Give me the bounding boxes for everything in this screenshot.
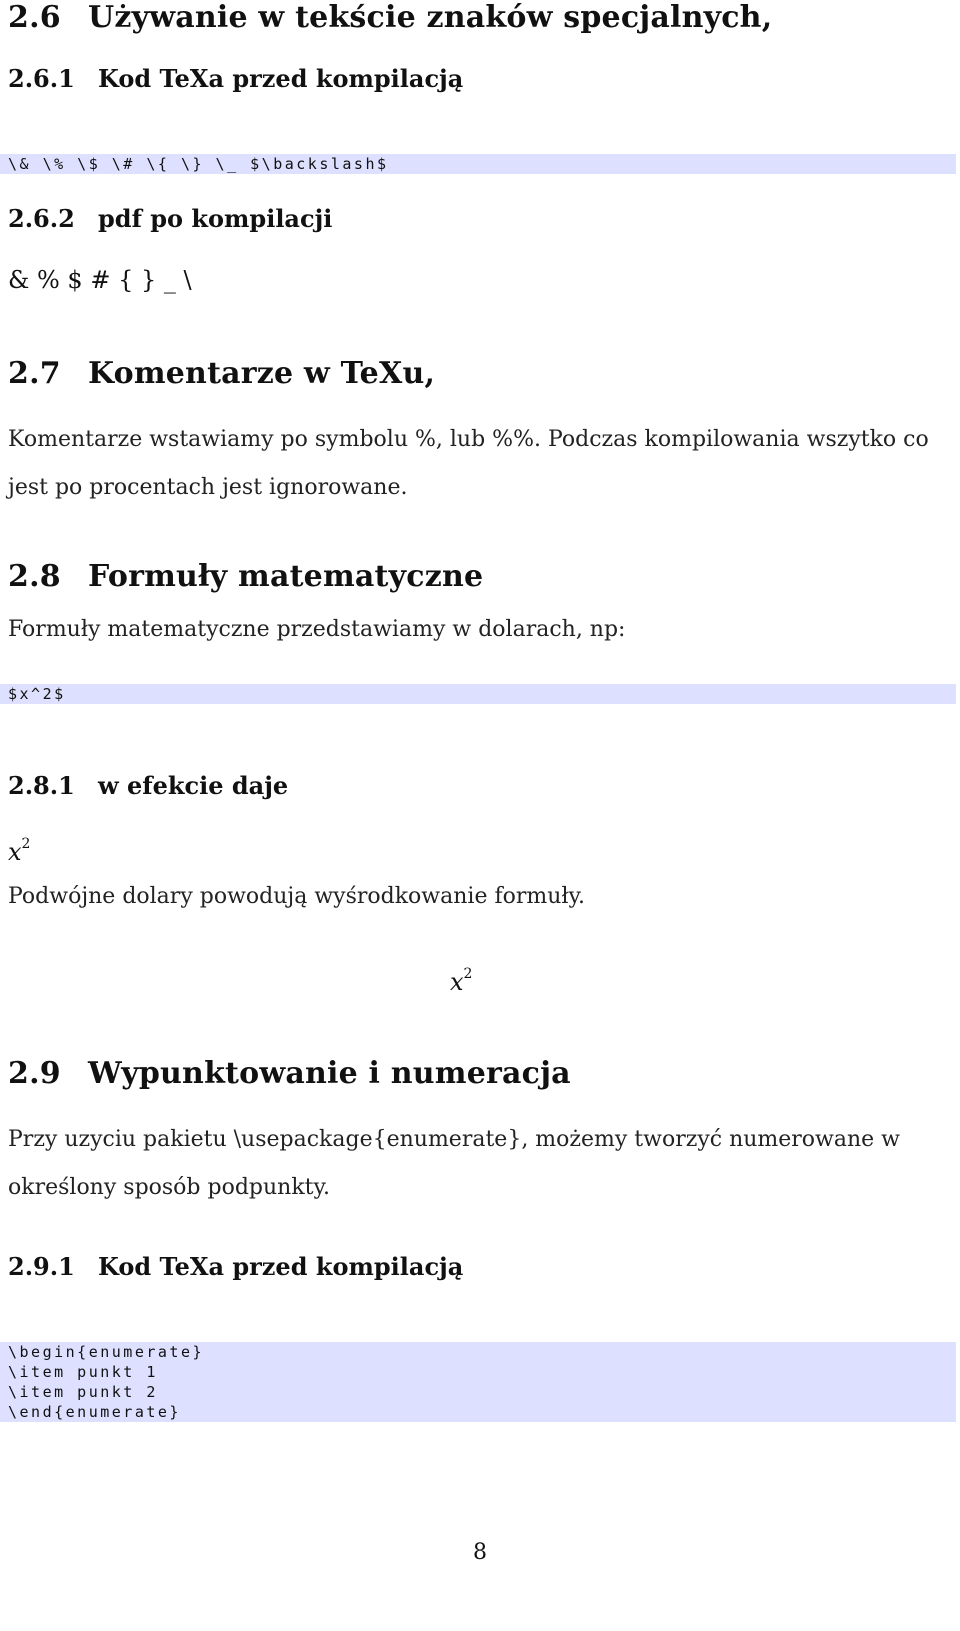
section-heading-2-9 [8,1056,571,1091]
subsection-title: Kod TeXa przed kompilacją [98,1252,464,1281]
section-heading-2-6 [8,0,772,35]
section-title: Wypunktowanie i numeracja [88,1056,571,1091]
math-exponent: 2 [21,836,31,852]
section-title: Używanie w tekście znaków specjalnych, [88,0,773,35]
subsection-title: w efekcie daje [98,771,289,800]
subsection-number: 2.6.2 [8,204,75,233]
display-math-result [450,966,472,996]
section-number: 2.7 [8,356,61,391]
section-title: Komentarze w TeXu, [88,356,436,391]
display-math-paragraph: Podwójne dolary powodują wyśrodkowanie formuły. [8,884,586,909]
math-base: x [450,968,464,996]
section-number: 2.8 [8,559,61,594]
section-number: 2.6 [8,0,61,35]
code-line: \item punkt 2 [8,1383,158,1401]
section-number: 2.9 [8,1056,61,1091]
inline-math-result [8,836,30,866]
section-heading-2-8 [8,559,483,594]
subsection-heading-2-9-1 [8,1252,463,1281]
subsection-number: 2.9.1 [8,1252,75,1281]
enumerate-paragraph: Przy uzyciu pakietu \usepackage{enumerate}, możemy tworzyć numerowane w określony sposób podpunkty. [8,1127,901,1200]
page-number: 8 [473,1540,487,1565]
section-title: Formuły matematyczne [88,559,484,594]
subsection-title: Kod TeXa przed kompilacją [98,64,464,93]
code-line: \end{enumerate} [8,1403,181,1421]
code-line: \& \% \$ \# \{ \} \_ $\backslash$ [8,155,389,173]
math-base: x [8,838,22,866]
code-line: $x^2$ [8,685,66,703]
code-block-enumerate [0,1342,956,1422]
code-line: \begin{enumerate} [8,1343,205,1361]
code-line: \item punkt 1 [8,1363,158,1381]
comments-paragraph: Komentarze wstawiamy po symbolu %, lub %%. Podczas kompilowania wszytko co jest po procentach jest ignorowane. [8,427,929,500]
special-chars-output: & % $ # { } _ \ [8,266,192,294]
subsection-heading-2-6-2 [8,204,332,233]
math-exponent: 2 [463,966,473,982]
subsection-heading-2-6-1 [8,64,463,93]
subsection-number: 2.8.1 [8,771,75,800]
subsection-number: 2.6.1 [8,64,75,93]
section-heading-2-7 [8,356,435,391]
formulas-paragraph: Formuły matematyczne przedstawiamy w dolarach, np: [8,617,626,642]
code-block-formula [0,684,956,704]
subsection-heading-2-8-1 [8,771,288,800]
subsection-title: pdf po kompilacji [98,204,333,233]
code-block-special-chars [0,154,956,174]
